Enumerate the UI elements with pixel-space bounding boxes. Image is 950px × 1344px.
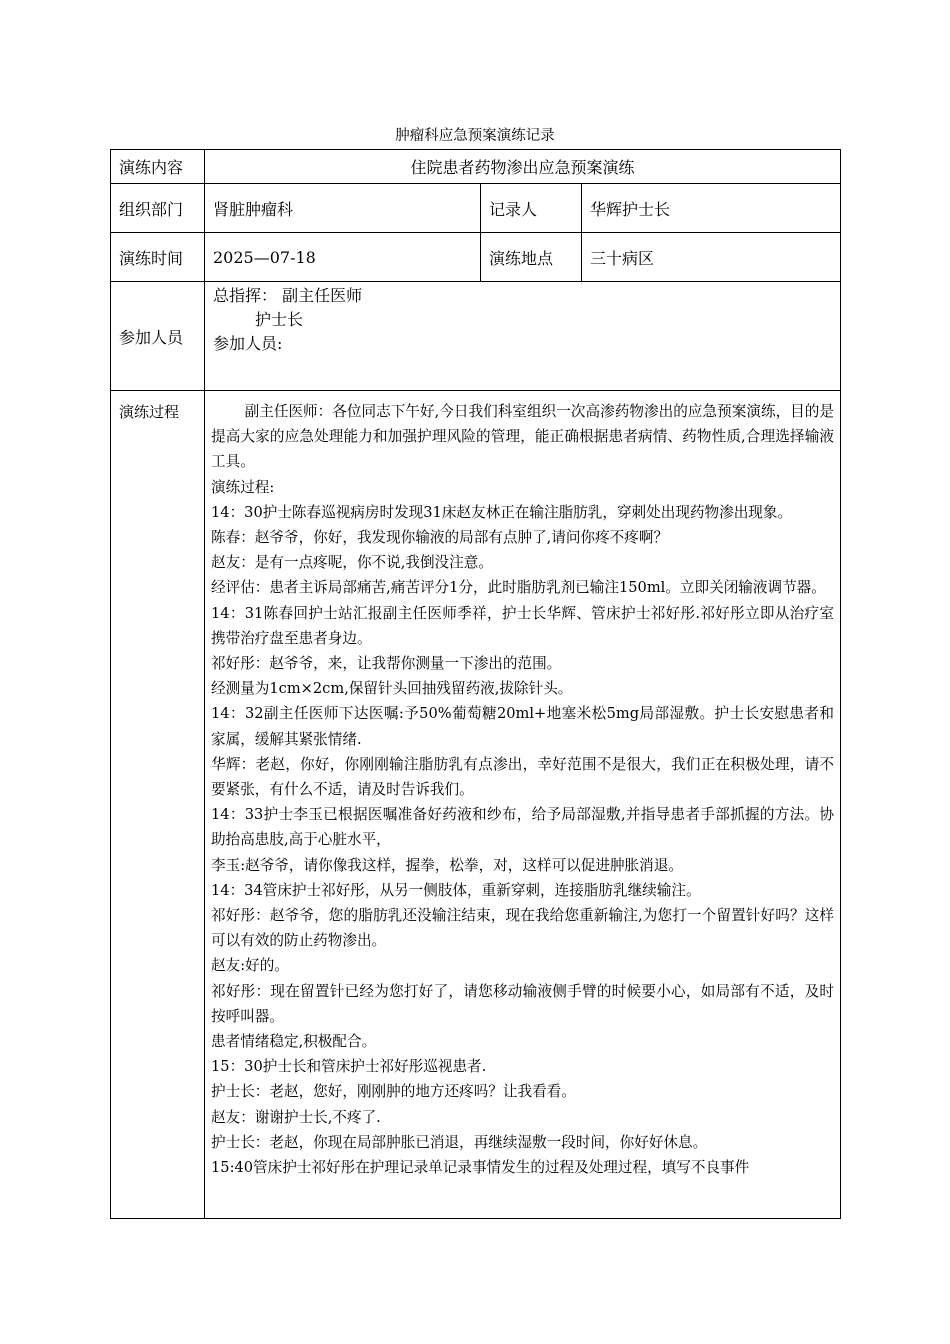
dept-label: 组织部门: [111, 184, 205, 233]
row-time-place: [111, 233, 841, 282]
process-paragraph: 华辉：老赵，你好，你刚刚输注脂肪乳有点渗出，幸好范围不是很大，我们正在积极处理，请不要紧张，有什么不适，请及时告诉我们。: [211, 755, 835, 799]
participants-label: 参加人员: [111, 282, 205, 391]
process-paragraph: 祁好彤：现在留置针已经为您打好了，请您移动输液侧手臂的时候要小心，如局部有不适，及时按呼叫器。: [211, 982, 835, 1025]
process-paragraph: 赵友:好的。: [211, 957, 289, 975]
place-label: 演练地点: [481, 233, 582, 282]
process-paragraph: 陈春：赵爷爷，你好，我发现你输液的局部有点肿了,请问你疼不疼啊？: [211, 529, 669, 547]
process-paragraph: 14：30护士陈春巡视病房时发现31床赵友林正在输注脂肪乳，穿刺处出现药物渗出现象。: [211, 503, 793, 521]
process-paragraph: 14：31陈春回护士站汇报副主任医师季祥，护士长华辉、管床护士祁好彤.祁好彤立即从治疗室携带治疗盘至患者身边。: [211, 604, 835, 647]
process-label: 演练过程: [111, 391, 205, 1219]
process-paragraph: 14：32副主任医师下达医嘱:予50%葡萄糖20ml+地塞米松5mg局部湿敷。护士长安慰患者和家属，缓解其紧张情绪.: [211, 705, 835, 748]
process-cell: [205, 391, 841, 1219]
head-nurse-line: 护士长: [255, 310, 304, 329]
place-value: 三十病区: [582, 233, 841, 282]
process-paragraph: 演练过程:: [211, 478, 275, 496]
process-paragraph: 15:40管床护士祁好彤在护理记录单记录事情发生的过程及处理过程，填写不良事件: [211, 1159, 750, 1177]
process-paragraph: 护士长：老赵，您好，刚刚肿的地方还疼吗？让我看看。: [211, 1083, 576, 1101]
process-paragraph: 14：33护士李玉已根据医嘱准备好药液和纱布，给予局部湿敷,并指导患者手部抓握的方法。协助抬高患肢,高于心脏水平，: [211, 806, 835, 849]
process-paragraph: 护士长：老赵，你现在局部肿胀已消退，再继续湿敷一段时间，你好好休息。: [211, 1133, 708, 1151]
process-paragraph: 祁好彤：赵爷爷，您的脂肪乳还没输注结束，现在我给您重新输注,为您打一个留置针好吗？这样可以有效的防止药物渗出。: [211, 907, 835, 950]
process-paragraph: 患者情绪稳定,积极配合。: [211, 1033, 377, 1051]
process-paragraph: 副主任医师：各位同志下午好,今日我们科室组织一次高渗药物渗出的应急预案演练，目的是提高大家的应急处理能力和加强护理风险的管理，能正确根据患者病情、药物性质,合理选择输液工具。: [211, 403, 835, 471]
participants-line: 参加人员:: [213, 334, 283, 353]
participants-cell: [205, 282, 841, 391]
drill-record-table: [110, 149, 841, 1219]
process-paragraph: 赵友：是有一点疼呢，你不说,我倒没注意。: [211, 554, 493, 572]
process-paragraph: 14：34管床护士祁好彤，从另一侧肢体，重新穿刺，连接脂肪乳继续输注。: [211, 881, 701, 899]
time-label: 演练时间: [111, 233, 205, 282]
process-paragraph: 李玉:赵爷爷，请你像我这样，握拳，松拳，对，这样可以促进肿胀消退。: [211, 856, 683, 874]
row-organizer: [111, 184, 841, 233]
drill-content-label: 演练内容: [111, 150, 205, 184]
process-paragraph: 经测量为1cm×2cm,保留针头回抽残留药液,拔除针头。: [211, 680, 573, 698]
row-drill-process: [111, 391, 841, 1219]
time-value: 2025—07-18: [205, 233, 481, 282]
process-paragraph: 经评估：患者主诉局部痛苦,痛苦评分1分，此时脂肪乳剂已输注150ml。立即关闭输液调节器。: [211, 579, 826, 597]
process-paragraph: 祁好彤：赵爷爷，来，让我帮你测量一下渗出的范围。: [211, 655, 562, 673]
row-participants: [111, 282, 841, 391]
process-paragraph: 15：30护士长和管床护士祁好彤巡视患者.: [211, 1058, 487, 1076]
recorder-label: 记录人: [481, 184, 582, 233]
row-drill-content: [111, 150, 841, 184]
drill-content-value: 住院患者药物渗出应急预案演练: [205, 150, 841, 184]
document-title: 肿瘤科应急预案演练记录: [395, 128, 555, 144]
participants-list: [213, 282, 832, 388]
dept-value: 肾脏肿瘤科: [205, 184, 481, 233]
recorder-value: 华辉护士长: [582, 184, 841, 233]
process-text: [211, 399, 834, 1218]
commander-line: 总指挥： 副主任医师: [213, 286, 363, 305]
process-paragraph: 赵友：谢谢护士长,不疼了.: [211, 1108, 381, 1126]
